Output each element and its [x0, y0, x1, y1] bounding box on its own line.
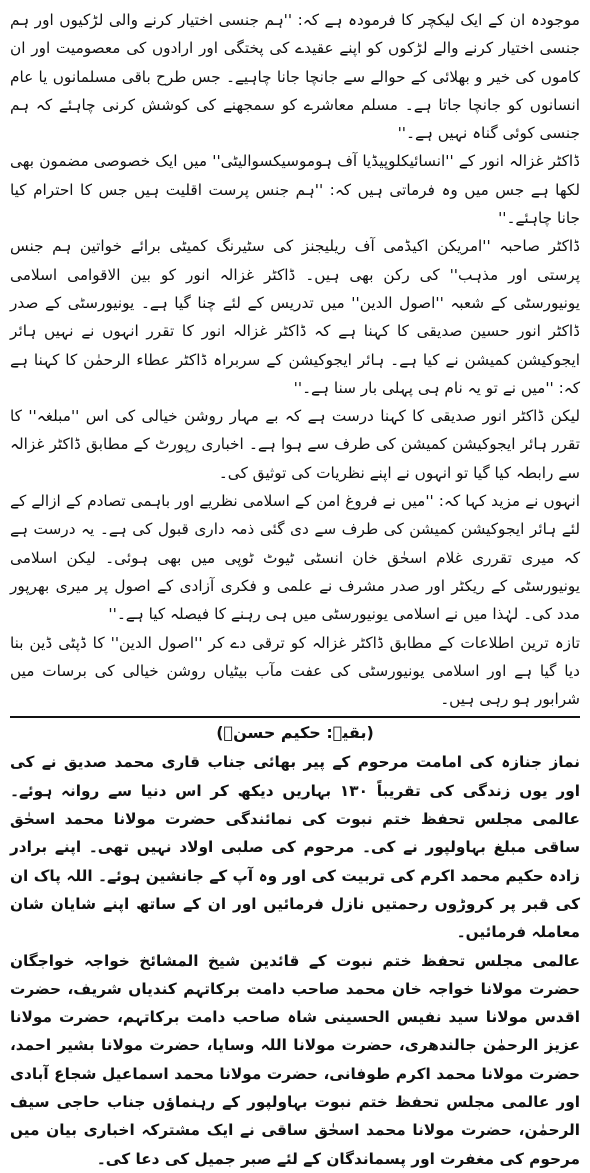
- paragraph: تازہ ترین اطلاعات کے مطابق ڈاکٹر غزالہ کو ترقی دے کر ''اصول الدین'' کا ڈپٹی ڈین بنا دیا گیا ہے اور اسلامی یونیورسٹی کی عفت مآب بیٹیاں روشن خیالی کی برسات میں شرابور ہو رہی ہیں۔: [10, 633, 580, 709]
- paragraph: نماز جنازہ کی امامت مرحوم کے پیر بھائی جناب قاری محمد صدیق نے کی اور یوں زندگی کی تقریباً ۱۳۰ بہاریں دیکھ کر اس دنیا سے روانہ ہوئے۔ عالمی مجلس تحفظ ختم نبوت کی نمائندگی حضرت مولانا محمد اسحٰق ساقی مبلغ بہاولپور نے کی۔ مرحوم کی صلبی اولاد نہیں تھی۔ اپنے برادر زادہ حکیم محمد اکرم کی تربیت کی اور وہ آپ کے جانشین ہوئے۔ اللہ پاک ان کی قبر پر کروڑوں رحمتیں نازل فرمائیں اور ان کے ساتھ اپنے شایان شان معاملہ فرمائیں۔: [10, 753, 580, 942]
- article-continuation: [10, 748, 580, 1172]
- magazine-page: [10, 6, 580, 1168]
- paragraph: لیکن ڈاکٹر انور صدیقی کا کہنا درست ہے کہ بے مہار روشن خیالی کی اس ''مبلغہ'' کا تقرر ہائر ایجوکیشن کمیشن کی طرف سے ہوا ہے۔ اخباری رپورٹ کے مطابق ڈاکٹر غزالہ سے رابطہ کیا گیا تو انہوں نے اپنے نظریات کی توثیق کی۔: [10, 407, 580, 482]
- paragraph: موجودہ ان کے ایک لیکچر کا فرمودہ ہے کہ: ''ہم جنسی اختیار کرنے والی لڑکیوں اور ہم جنسی اختیار کرنے والے لڑکوں کو اپنے عقیدے کی پختگی اور ارادوں کی معصومیت اور ان کاموں کی خیر و بھلائی کے حوالے سے جانچا جانا چاہیے۔ جس طرح باقی مسلمانوں یا عام انسانوں کو جانچا جاتا ہے۔ مسلم معاشرے کو سمجھنے کی کوشش کرنی چاہئے کہ ہم جنسی کوئی گناہ نہیں ہے۔'': [10, 11, 580, 143]
- section-divider: [10, 716, 580, 718]
- article-top: [10, 6, 580, 713]
- paragraph: ڈاکٹر صاحبہ ''امریکن اکیڈمی آف ریلیجنز کی سٹیرنگ کمیٹی برائے خواتین ہم جنس پرستی اور مذہب'' کی رکن بھی ہیں۔ ڈاکٹر غزالہ انور کو بین الاقوامی اسلامی یونیورسٹی کے شعبہ ''اصول الدین'' میں تدریس کے لئے چنا گیا ہے۔ یونیورسٹی کے صدر ڈاکٹر انور حسین صدیقی کا کہنا ہے کہ ڈاکٹر غزالہ انور کا تقرر انہوں نے نہیں ہائر ایجوکیشن کمیشن نے کیا ہے۔ ہائر ایجوکیشن کے سربراہ ڈاکٹر عطاء الرحمٰن کا کہنا ہے کہ: ''میں نے تو یہ نام ہی پہلی بار سنا ہے۔'': [10, 237, 580, 397]
- section-heading-text: (بقیہ: حکیم حسنؒ): [216, 723, 374, 743]
- paragraph: انہوں نے مزید کہا کہ: ''میں نے فروغ امن کے اسلامی نظریے اور باہمی تصادم کے ازالے کے لئے ہائر ایجوکیشن کمیشن کی طرف سے دی گئی ذمہ داری قبول کی ہے۔ یہ درست ہے کہ میری تقرری غلام اسحٰق خان انسٹی ٹیوٹ ٹوپی میں بھی ہوئی۔ لیکن اسلامی یونیورسٹی کے ریکٹر اور صدر مشرف نے علمی و فکری آزادی کے اصول پر میری بھرپور مدد کی۔ لہٰذا میں نے اسلامی یونیورسٹی میں ہی رہنے کا فیصلہ کیا ہے۔'': [10, 492, 580, 624]
- paragraph: عالمی مجلس تحفظ ختم نبوت کے قائدین شیخ المشائخ خواجہ خواجگان حضرت مولانا خواجہ خان محمد صاحب دامت برکاتہم کندیاں شریف، حضرت اقدس مولانا سید نفیس الحسینی شاہ صاحب دامت برکاتہم، حضرت مولانا عزیز الرحمٰن جالندھری، حضرت مولانا اللہ وسایا، حضرت مولانا بشیر احمد، حضرت مولانا محمد اکرم طوفانی، حضرت مولانا محمد اسماعیل شجاع آبادی اور عالمی مجلس تحفظ ختم نبوت بہاولپور کے رہنماؤں جناب حاجی سیف الرحمٰن، حضرت مولانا محمد اسحٰق ساقی نے ایک مشترکہ اخباری بیان میں مرحوم کی مغفرت اور پسماندگان کے لئے صبر جمیل کی دعا کی۔: [10, 951, 580, 1168]
- section-heading: [10, 720, 580, 746]
- paragraph: ڈاکٹر غزالہ انور کے ''انسائیکلوپیڈیا آف ہوموسیکسوالیٹی'' میں ایک خصوصی مضمون بھی لکھا ہے جس میں وہ فرماتی ہیں کہ: ''ہم جنس پرست اقلیت ہیں جس کا احترام کیا جانا چاہئے۔'': [10, 152, 580, 228]
